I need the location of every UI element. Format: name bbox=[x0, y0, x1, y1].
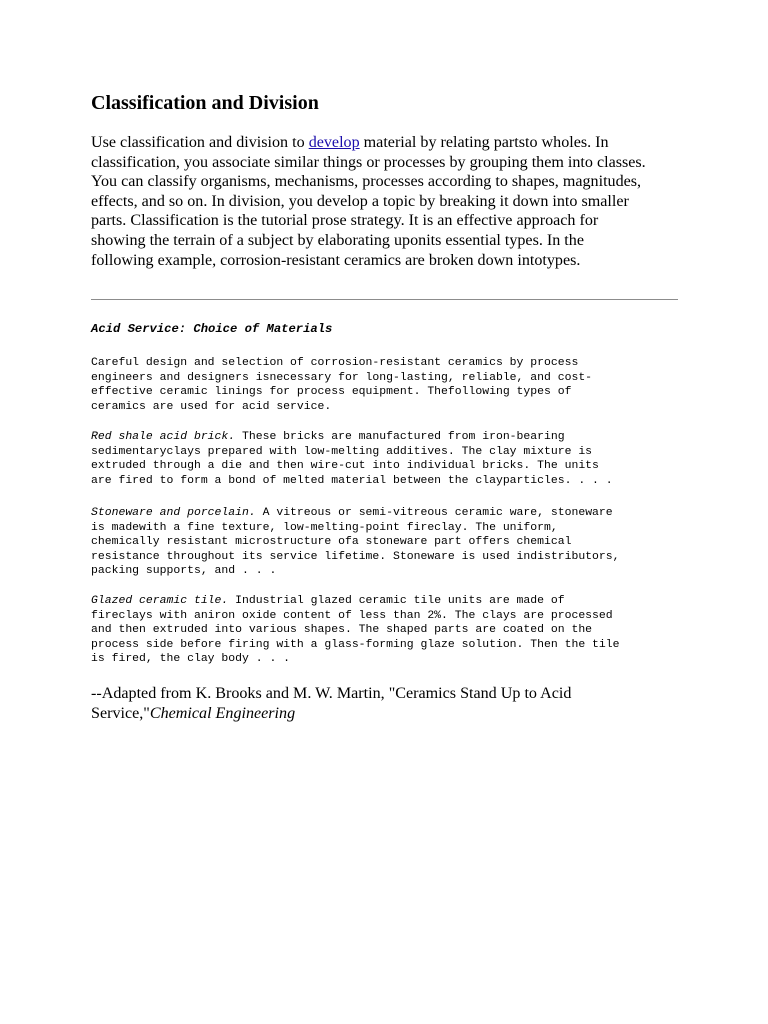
source-publication: Chemical Engineering bbox=[149, 704, 296, 722]
intro-text: material by relating partsto wholes. In bbox=[359, 134, 609, 151]
excerpt-paragraph-red-shale bbox=[91, 430, 613, 488]
excerpt-line: These bricks are manufactured from iron-bearing bbox=[235, 430, 565, 443]
intro-text: You can classify organisms, mechanisms, processes according to shapes, magnitudes, bbox=[91, 173, 642, 191]
excerpt-line: is fired, the clay body . . . bbox=[91, 652, 291, 666]
horizontal-divider bbox=[91, 299, 678, 300]
excerpt-line: packing supports, and . . . bbox=[91, 564, 277, 578]
excerpt-line: engineers and designers isnecessary for long-lasting, reliable, and cost- bbox=[91, 370, 593, 384]
excerpt-paragraph-intro bbox=[91, 356, 592, 414]
excerpt-line: resistance throughout its service lifetime. Stoneware is used indistributors, bbox=[91, 549, 620, 563]
credit-line: --Adapted from K. Brooks and M. W. Martin, "Ceramics Stand Up to Acid bbox=[91, 685, 572, 702]
excerpt-line: ceramics are used for acid service. bbox=[91, 399, 332, 413]
develop-link[interactable]: develop bbox=[308, 134, 360, 151]
term-red-shale: Red shale acid brick. bbox=[91, 430, 236, 443]
intro-text: following example, corrosion-resistant ceramics are broken down intotypes. bbox=[91, 251, 581, 269]
intro-text: showing the terrain of a subject by elaborating uponits essential types. In the bbox=[91, 231, 584, 249]
intro-text: classification, you associate similar things or processes by grouping them into classes. bbox=[91, 153, 646, 171]
intro-text: parts. Classification is the tutorial prose strategy. It is an effective approach for bbox=[91, 212, 599, 230]
excerpt-line: effective ceramic linings for process equipment. Thefollowing types of bbox=[91, 385, 572, 399]
term-stoneware: Stoneware and porcelain. bbox=[91, 506, 256, 519]
excerpt-line: fireclays with aniron oxide content of less than 2%. The clays are processed bbox=[91, 608, 613, 622]
source-credit bbox=[91, 684, 681, 723]
intro-text: Use classification and division to bbox=[91, 134, 309, 151]
excerpt-line: extruded through a die and then wire-cut into individual bricks. The units bbox=[91, 459, 599, 473]
excerpt-line: chemically resistant microstructure ofa stoneware part offers chemical bbox=[91, 535, 572, 549]
excerpt-paragraph-glazed-tile bbox=[91, 594, 620, 667]
excerpt-title: Acid Service: Choice of Materials bbox=[91, 322, 333, 336]
excerpt-line: sedimentaryclays prepared with low-melting additives. The clay mixture is bbox=[91, 444, 593, 458]
excerpt-paragraph-stoneware bbox=[91, 506, 620, 579]
excerpt-line: and then extruded into various shapes. The shaped parts are coated on the bbox=[91, 623, 593, 637]
excerpt-line: are fired to form a bond of melted material between the clayparticles. . . . bbox=[91, 473, 613, 487]
excerpt-line: Careful design and selection of corrosion-resistant ceramics by process bbox=[91, 356, 579, 369]
page-title: Classification and Division bbox=[91, 92, 319, 114]
excerpt-line: process side before firing with a glass-forming glaze solution. Then the tile bbox=[91, 637, 620, 651]
intro-text: effects, and so on. In division, you develop a topic by breaking it down into smaller bbox=[91, 192, 629, 210]
excerpt-line: is madewith a fine texture, low-melting-point fireclay. The uniform, bbox=[91, 520, 558, 534]
term-glazed-tile: Glazed ceramic tile. bbox=[91, 594, 229, 607]
credit-line: Service," bbox=[91, 704, 150, 722]
intro-paragraph bbox=[91, 133, 681, 270]
excerpt-line: A vitreous or semi-vitreous ceramic ware, stoneware bbox=[255, 506, 613, 519]
excerpt-line: Industrial glazed ceramic tile units are made of bbox=[228, 594, 565, 607]
